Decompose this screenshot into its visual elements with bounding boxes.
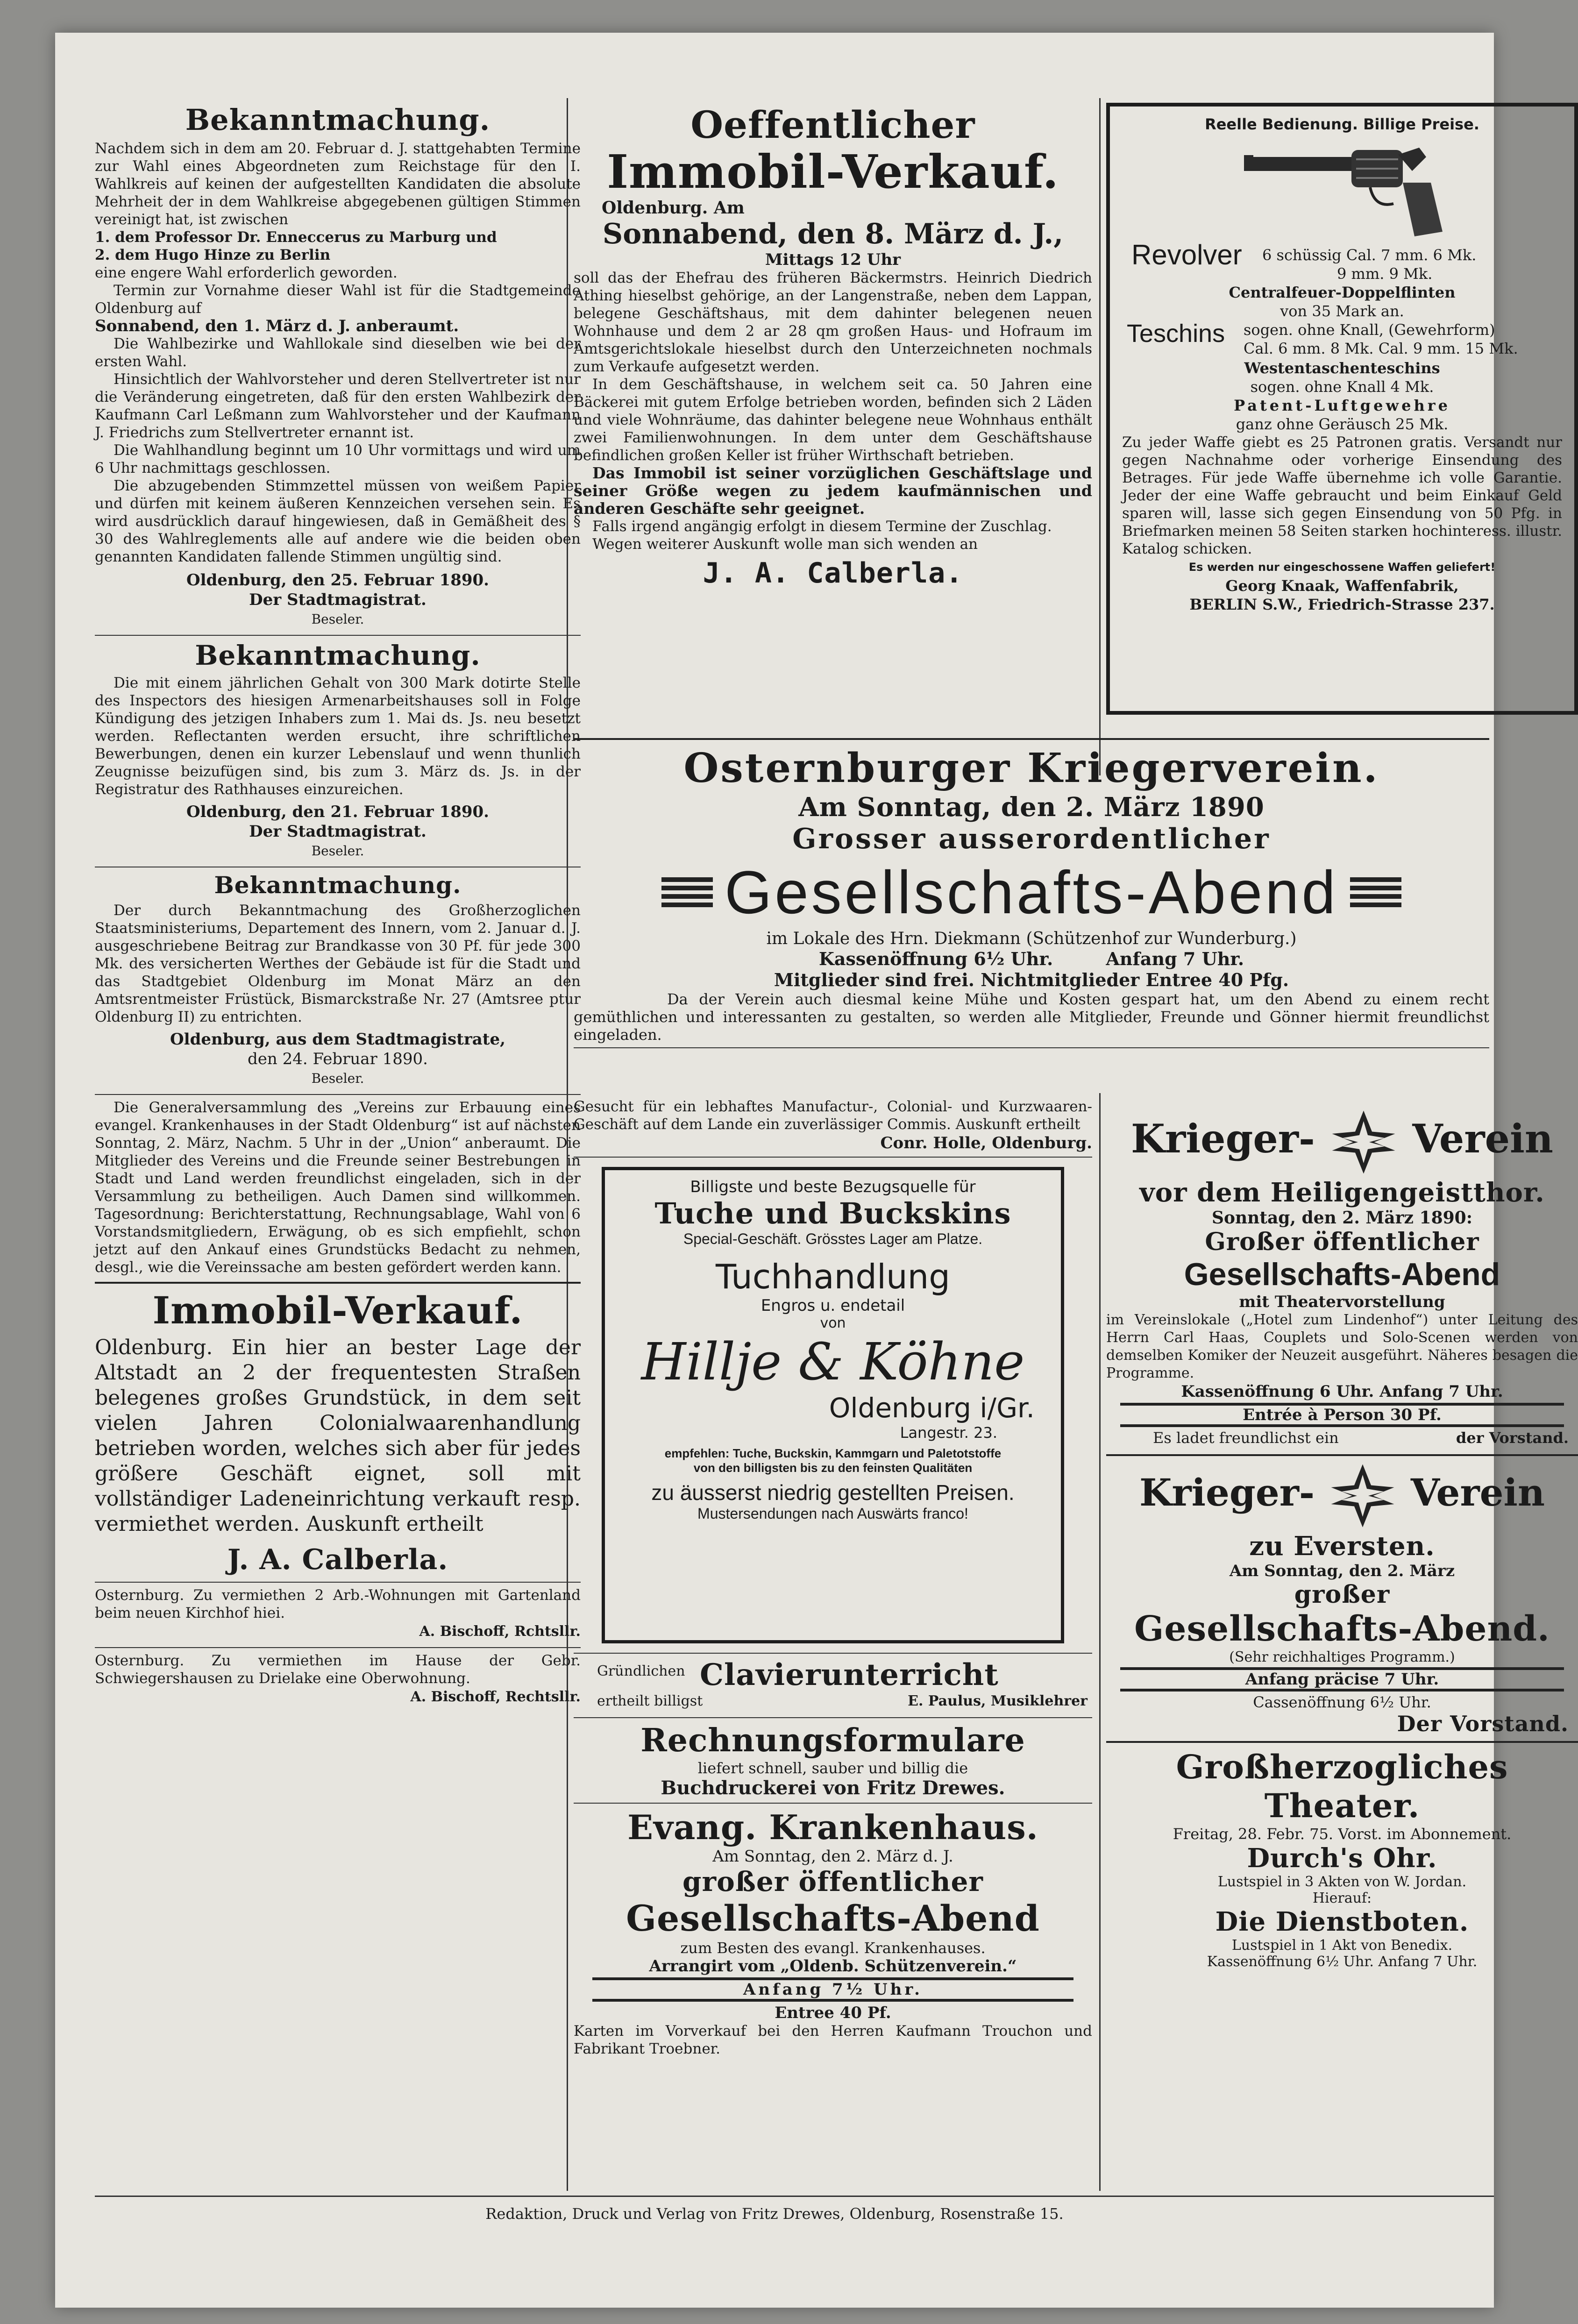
notice-text: Die abzugebenden Stimmzettel müssen von weißem Papier und dürfen mit keinem äußeren Kennzeichen versehen sein. Es wird ausdrücklich darauf hingewiesen, daß in Gemäßheit des § 30 des Wahlreglements alle auf andere wie die beiden oben genannten Kandidaten fallende Stimmen ungültig sind.: [95, 477, 581, 565]
ad-entry: Entrée à Person 30 Pf.: [1120, 1403, 1564, 1427]
notice-signature: Beseler.: [311, 611, 364, 627]
notice-text: Die Wahlhandlung beginnt um 10 Uhr vormittags und wird um 6 Uhr nachmittags geschlossen.: [95, 442, 581, 476]
ad-line: Großer öffentlicher: [1205, 1228, 1479, 1256]
ad-line: großer öffentlicher: [682, 1866, 983, 1898]
divider: [95, 1582, 581, 1583]
ad-rent-1: [95, 1586, 581, 1642]
ad-signature: Conr. Holle, Oldenburg.: [880, 1134, 1092, 1152]
footer-imprint: Redaktion, Druck und Verlag von Fritz Drewes, Oldenburg, Rosenstraße 15.: [485, 2205, 1064, 2223]
ad-text: Osternburg. Zu vermiethen 2 Arb.-Wohnungen mit Gartenland beim neuen Kirchhof hiei.: [95, 1587, 581, 1621]
ad-start: Anfang präcise 7 Uhr.: [1120, 1667, 1564, 1691]
candidate-1: 1. dem Professor Dr. Enneccerus zu Marburg und: [95, 229, 497, 246]
ad-line: großer: [1294, 1580, 1390, 1609]
ad-line: Arrangirt vom „Oldenb. Schützenverein.“: [649, 1957, 1017, 1976]
revolver-icon: [1235, 138, 1450, 241]
play-title: Durch's Ohr.: [1247, 1843, 1437, 1874]
ad-text: Das Immobil ist seiner vorzüglichen Geschäftslage und seiner Größe wegen zu jedem kaufmännischen und anderen Geschäfte sehr geeignet.: [574, 464, 1092, 518]
ad-krieger-verein-1: [1106, 1107, 1578, 1450]
ad-title-part: Verein: [1412, 1116, 1553, 1162]
ad-line: liefert schnell, sauber und billig die: [697, 1759, 968, 1777]
notice-signature: Oldenburg, den 21. Februar 1890.: [186, 803, 490, 821]
ad-header: Reelle Bedienung. Billige Preise.: [1205, 115, 1479, 133]
ad-line: vor dem Heiligengeistthor.: [1139, 1177, 1545, 1208]
divider: [574, 1803, 1092, 1804]
ad-line: mit Theatervorstellung: [1239, 1293, 1445, 1311]
candidate-2: 2. dem Hugo Hinze zu Berlin: [95, 247, 331, 263]
ad-entry: Mitglieder sind frei. Nichtmitglieder Entree 40 Pfg.: [774, 969, 1289, 990]
ad-signature: A. Bischoff, Rchtsllr.: [419, 1623, 581, 1640]
newspaper-page: [55, 33, 1578, 2308]
ad-location: Oldenburg. Am: [602, 198, 745, 218]
notice-title: Bekanntmachung.: [185, 103, 490, 137]
ad-title: Oeffentlicher: [690, 103, 975, 147]
ad-line: Centralfeuer-Doppelflinten: [1229, 284, 1456, 301]
divider: [574, 1157, 1092, 1158]
ad-krieger-verein-2: [1106, 1461, 1578, 1736]
notice-signature: den 24. Februar 1890.: [248, 1050, 428, 1068]
footer-rule: [95, 2196, 1494, 2197]
ad-line: Freitag, 28. Febr. 75. Vorst. im Abonnement.: [1173, 1825, 1512, 1843]
ad-krankenhaus: [574, 1807, 1092, 2058]
ad-text: Osternburg. Zu vermiethen im Hause der Gebr. Schwiegershausen zu Drielake eine Oberwohnung.: [95, 1652, 581, 1687]
ad-line: ganz ohne Geräusch 25 Mk.: [1236, 415, 1449, 433]
notice-text: Die mit einem jährlichen Gehalt von 300 Mark dotirte Stelle des Inspectors des hiesigen Armenarbeitshauses soll in Folge Kündigung des jetzigen Inhabers zum 1. Mai ds. Js. neu besetzt werden. Reflectanten werden ersucht, ihre schriftlichen Bewerbungen, denen ein kurzer Lebenslauf und wenn thunlich Zeugnisse beizufügen sind, bis zum 3. März ds. Js. in der Registratur des Rathhauses einzureichen.: [95, 675, 581, 798]
divider: [574, 1047, 1489, 1048]
ad-line: Kassenöffnung 6½ Uhr. Anfang 7 Uhr.: [1207, 1954, 1478, 1970]
ad-line: zu Eversten.: [1249, 1531, 1435, 1562]
notice-signature: Oldenburg, den 25. Februar 1890.: [186, 571, 490, 590]
ad-entry: Entree 40 Pf.: [775, 2004, 891, 2022]
ad-start: Anfang 7½ Uhr.: [592, 1977, 1073, 2002]
column-rule-right: [1099, 98, 1101, 775]
ad-line: Tuchhandlung: [716, 1257, 950, 1296]
election-date: Sonnabend, den 1. März d. J. anberaumt.: [95, 317, 459, 335]
ad-text: Wegen weiterer Auskunft wolle man sich wenden an: [592, 536, 978, 553]
notice-signature: Oldenburg, aus dem Stadtmagistrate,: [170, 1030, 505, 1049]
ad-text: In dem Geschäftshause, in welchem seit ca. 50 Jahren eine Bäckerei mit gutem Erfolge betrieben worden, befinden sich 2 Läden und viele Wohnräume, das dahinter belegene neue Wohnhaus enthält zwei Familienwohnungen. In dem unter dem Geschäftshause befindlichen großen Keller ist früher Wirthschaft betrieben.: [574, 376, 1092, 464]
ad-date: Sonntag, den 2. März 1890:: [1211, 1208, 1473, 1228]
ad-doors: Kassenöffnung 6½ Uhr.: [818, 948, 1053, 969]
ad-headline: Gesellschafts-Abend: [725, 858, 1338, 926]
column-right: [1106, 103, 1578, 724]
ad-line: (Sehr reichhaltiges Programm.): [1229, 1649, 1455, 1665]
ad-line: Westentaschenteschins: [1244, 359, 1440, 377]
ad-signature: Buchdruckerei von Fritz Drewes.: [661, 1777, 1005, 1799]
divider: [1106, 1454, 1578, 1456]
ad-rechnung: [574, 1722, 1092, 1799]
ad-title-part: Krieger-: [1130, 1116, 1315, 1162]
ad-line: Oldenburg i/Gr.: [829, 1392, 1035, 1424]
column-rule-right-lower: [1099, 1093, 1101, 2191]
ad-line: zu äusserst niedrig gestellten Preisen.: [651, 1480, 1015, 1505]
ad-rent-2: [95, 1652, 581, 1707]
divider: [574, 738, 1489, 740]
notice-inspector: [95, 640, 581, 861]
ad-tuchhandlung: [602, 1167, 1064, 1643]
ad-signature: J. A. Calberla.: [227, 1543, 448, 1576]
ad-text: soll das der Ehefrau des früheren Bäckermstrs. Heinrich Diedrich Athing hieselbst gehörige, an der Langenstraße, neben dem Lappan, belegene Geschäftshaus, mit dem dahinter belegenen neuen Wohnhause und dem 2 ar 28 qm großen Haus- und Hofraum im Amtsgerichtslokale hieselbst durch den Unterzeichneten nochmals zum Verkaufe aufgesetzt werden.: [574, 270, 1092, 375]
ad-signature: Der Vorstand.: [1397, 1711, 1569, 1736]
ad-title: Osternburger Kriegerverein.: [683, 745, 1379, 792]
notice-text: Hinsichtlich der Wahlvorsteher und deren Stellvertreter ist nur die Veränderung eingetreten, daß für den ersten Wahlbezirk der Kaufmann Carl Leßmann zum Wahlvorsteher und der Kaufmann J. Friedrichs zum Stellvertreter ernannt ist.: [95, 371, 581, 441]
ad-line: Special-Geschäft. Grösstes Lager am Platze.: [683, 1230, 983, 1247]
ad-title: Rechnungsformulare: [640, 1722, 1025, 1759]
ad-note: Es werden nur eingeschossene Waffen geliefert!: [1188, 561, 1496, 574]
ad-time: Mittags 12 Uhr: [765, 250, 901, 269]
iron-cross-icon: [1328, 1461, 1398, 1531]
teschins-price: Cal. 6 mm. 8 Mk. Cal. 9 mm. 15 Mk.: [1244, 340, 1518, 357]
ad-title: Immobil-Verkauf.: [607, 145, 1059, 199]
ad-line: Lustspiel in 3 Akten von W. Jordan.: [1217, 1874, 1467, 1890]
ad-line: Lustspiel in 1 Akt von Benedix.: [1231, 1937, 1453, 1954]
column-left: [95, 103, 581, 1713]
ad-line: Langestr. 23.: [900, 1424, 997, 1442]
ad-title: Clavierunterricht: [700, 1657, 999, 1692]
revolver-price-2: 9 mm. 9 Mk.: [1337, 265, 1433, 283]
ad-title: Immobil-Verkauf.: [152, 1288, 523, 1332]
notice-signature: Der Stadtmagistrat.: [249, 822, 426, 841]
ad-text: Falls irgend angängig erfolgt in diesem Termine der Zuschlag.: [592, 518, 1052, 535]
ad-line: von den billigsten bis zu den feinsten Qualitäten: [693, 1461, 973, 1475]
ad-title: Großherzogliches Theater.: [1176, 1748, 1508, 1825]
ad-klavier: [574, 1657, 1092, 1713]
ad-signature: J. A. Calberla.: [703, 557, 963, 590]
ad-line: ertheilt billigst: [597, 1693, 703, 1709]
ad-line: Mustersendungen nach Auswärts franco!: [697, 1505, 968, 1522]
ad-line: Hierauf:: [1312, 1890, 1372, 1906]
bars-right-icon: [1350, 874, 1401, 911]
ad-text: im Vereinslokale („Hotel zum Lindenhof“) unter Leitung des Herrn Carl Haas, Couplets und Solo-Scenen werden von demselben Komiker der Neuzeit ausgeführt. Näheres besagen die Programme.: [1106, 1312, 1578, 1381]
divider: [574, 1653, 1092, 1654]
notice-brandkasse: [95, 871, 581, 1088]
ad-date: Am Sonntag, den 2. März d. J.: [712, 1847, 953, 1866]
ad-date: Am Sonntag, den 2. März: [1229, 1562, 1455, 1580]
ad-line: Patent-Luftgewehre: [1234, 397, 1450, 414]
revolver-price-1: 6 schüssig Cal. 7 mm. 6 Mk.: [1262, 246, 1477, 264]
notice-text: Die Wahlbezirke und Wahllokale sind dieselben wie bei der ersten Wahl.: [95, 335, 581, 370]
ad-text: Oldenburg. Ein hier an bester Lage der Altstadt an 2 der frequentesten Straßen belegenes großes Grundstück, in dem seit vielen Jahren Colonialwaarenhandlung betrieben worden, welches sich aber für jedes größere Geschäft eignet, soll mit vollständiger Ladeneinrichtung verkauft resp. vermiethet werden. Auskunft ertheilt: [95, 1336, 581, 1536]
ad-line: Engros u. endetail: [761, 1296, 905, 1315]
ad-signature: BERLIN S.W., Friedrich-Strasse 237.: [1189, 596, 1495, 613]
teschins-desc: sogen. ohne Knall, (Gewehrform): [1244, 321, 1495, 339]
ad-signature: der Vorstand.: [1456, 1429, 1569, 1447]
ad-immobil-verkauf: [95, 1288, 581, 1576]
ad-line: von: [820, 1315, 846, 1331]
notice-signature: Beseler.: [311, 1071, 364, 1086]
ad-signature: Georg Knaak, Waffenfabrik,: [1225, 577, 1459, 595]
ad-line: Kassenöffnung 6 Uhr. Anfang 7 Uhr.: [1181, 1382, 1503, 1401]
ad-title: Evang. Krankenhaus.: [627, 1807, 1038, 1847]
notice-title: Bekanntmachung.: [214, 871, 462, 899]
ad-venue: im Lokale des Hrn. Diekmann (Schützenhof zur Wunderburg.): [766, 929, 1297, 948]
ad-line: Cassenöffnung 6½ Uhr.: [1253, 1693, 1431, 1711]
ad-start: Anfang 7 Uhr.: [1106, 948, 1244, 969]
ad-revolver: [1106, 103, 1578, 715]
ad-line: Tuche und Buckskins: [654, 1196, 1011, 1230]
ad-osternburger-kriegerverein: [574, 738, 1489, 1052]
divider: [95, 1282, 581, 1284]
ad-line: von 35 Mark an.: [1280, 302, 1404, 320]
play-title: Die Dienstboten.: [1215, 1906, 1469, 1937]
column-right-lower: [1106, 1107, 1578, 1970]
ad-line: zum Besten des evangl. Krankenhauses.: [680, 1939, 986, 1957]
divider: [1106, 1741, 1578, 1743]
ad-date: Sonnabend, den 8. März d. J.,: [602, 218, 1064, 250]
ad-line: Gründlichen: [597, 1663, 685, 1679]
ad-text: Karten im Vorverkauf bei den Herren Kaufmann Trouchon und Fabrikant Troebner.: [574, 2023, 1092, 2057]
ad-line: Billigste und beste Bezugsquelle für: [690, 1178, 976, 1196]
divider: [95, 1647, 581, 1648]
ad-line: Es ladet freundlichst ein: [1153, 1429, 1339, 1447]
notice-election: [95, 103, 581, 629]
ad-gesucht: [574, 1098, 1092, 1153]
ad-line: sogen. ohne Knall 4 Mk.: [1250, 378, 1434, 396]
ad-title-part: Verein: [1410, 1470, 1545, 1514]
divider: [95, 635, 581, 636]
iron-cross-icon: [1329, 1107, 1399, 1177]
ad-signature: A. Bischoff, Rechtsllr.: [410, 1689, 581, 1705]
ad-text: Zu jeder Waffe giebt es 25 Patronen gratis. Versandt nur gegen Nachnahme oder vorherige Einsendung des Betrages. Für jede Waffe übernehme ich volle Garantie. Jeder der eine Waffe gebraucht und beim Einkauf Geld sparen will, lasse sich gegen Einsendung von 50 Pfg. in Briefmarken meinen 58 Seiten starken hochinteress. illustr. Katalog schicken.: [1122, 434, 1562, 557]
bars-left-icon: [661, 874, 713, 911]
ad-headline: Gesellschafts-Abend.: [1134, 1609, 1550, 1649]
column-middle: [574, 103, 1092, 757]
ad-public-auction: [574, 103, 1092, 757]
revolver-label: Revolver: [1131, 239, 1242, 270]
notice-signature: Beseler.: [311, 843, 364, 859]
ad-text: Gesucht für ein lebhaftes Manufactur-, Colonial- und Kurzwaaren-Geschäft auf dem Lande ein zuverlässiger Commis. Auskunft ertheilt: [574, 1098, 1092, 1133]
divider: [95, 1094, 581, 1095]
ad-theater: [1106, 1748, 1578, 1970]
ad-headline: Gesellschafts-Abend: [626, 1898, 1040, 1939]
ad-date: Am Sonntag, den 2. März 1890: [798, 792, 1265, 823]
column-middle-lower: [574, 1098, 1092, 2058]
company-name: Hillje & Köhne: [641, 1332, 1025, 1392]
ad-headline: Gesellschafts-Abend: [1184, 1257, 1500, 1292]
ad-line: empfehlen: Tuche, Buckskin, Kammgarn und Paletotstoffe: [664, 1446, 1002, 1460]
ad-title-part: Krieger-: [1139, 1470, 1315, 1514]
notice-general-assembly: [95, 1099, 581, 1276]
notice-text: eine engere Wahl erforderlich geworden.: [95, 264, 398, 281]
notice-text: Nachdem sich in dem am 20. Februar d. J. stattgehabten Termine zur Wahl eines Abgeordneten zum Reichstage für den I. Wahlkreis auf keinen der aufgestellten Kandidaten die absolute Mehrheit der in dem Wahlkreise abgegebenen gültigen Stimmen vereinigt hat, ist zwischen: [95, 140, 581, 228]
notice-signature: Der Stadtmagistrat.: [249, 590, 426, 609]
divider: [574, 1717, 1092, 1718]
notice-title: Bekanntmachung.: [195, 640, 481, 671]
notice-text: Der durch Bekanntmachung des Großherzoglichen Staatsministeriums, Departement des Innern, vom 2. Januar d. J. ausgeschriebene Beitrag zur Brandkasse von 30 Pf. für jede 300 Mk. des versicherten Werthes der Gebäude ist für die Stadt und das Stadtgebiet Oldenburg im Monat März an den Amtsrentmeister Früstück, Bismarckstraße Nr. 27 (Amtsree ptur Oldenburg II) zu entrichten.: [95, 902, 581, 1025]
notice-text: Termin zur Vornahme dieser Wahl ist für die Stadtgemeinde Oldenburg auf: [95, 282, 581, 317]
ad-text: Da der Verein auch diesmal keine Mühe und Kosten gespart hat, um den Abend zu einem recht gemüthlichen und interessanten zu gestalten, so werden alle Mitglieder, Freunde und Gönner hiermit freundlichst eingeladen.: [574, 990, 1489, 1044]
ad-line: Grosser ausserordentlicher: [792, 823, 1271, 855]
ad-signature: E. Paulus, Musiklehrer: [908, 1693, 1088, 1709]
notice-text: Die Generalversammlung des „Vereins zur Erbauung eines evangel. Krankenhauses in der Stadt Oldenburg“ ist auf nächsten Sonntag, 2. März, Nachm. 5 Uhr in der „Union“ anberaumt. Die Mitglieder des Vereins und die Freunde seiner Bestrebungen in Stadt und Land werden freundlichst eingeladen, sich in der Versammlung zu betheiligen. Auch Damen sind willkommen. Tagesordnung: Berichterstattung, Rechnungsablage, Wahl von 6 Vorstandsmitgliedern, Erwägung, ob es sich empfiehlt, schon jetzt auf den Ankauf eines Grundstücks Bedacht zu nehmen, desgl., wie die Vereinssache am besten gefördert werden kann.: [95, 1099, 581, 1276]
teschins-label: Teschins: [1127, 320, 1225, 348]
